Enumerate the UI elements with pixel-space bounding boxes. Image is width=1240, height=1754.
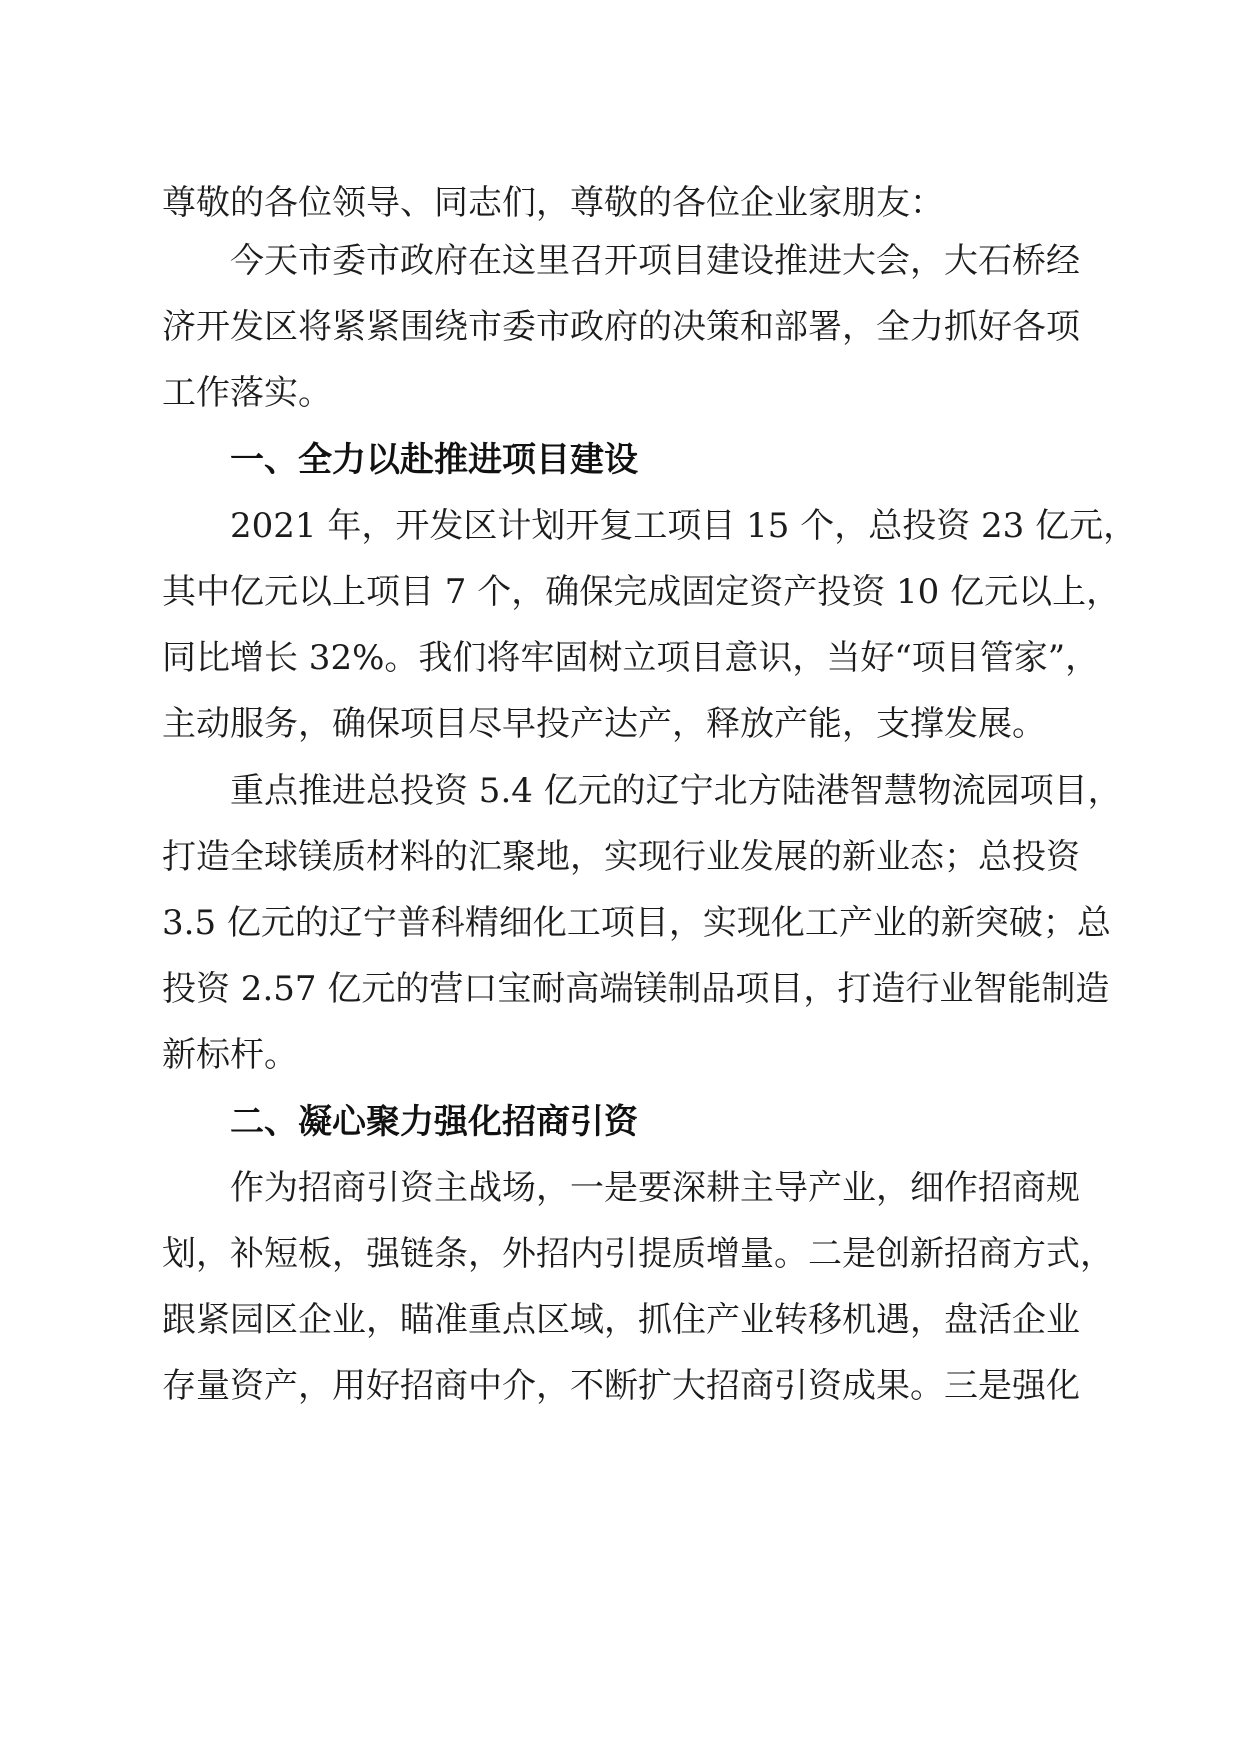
intro-line-3: 工作落实。: [162, 373, 332, 413]
section1-para2-line-1: 重点推进总投资 5.4 亿元的辽宁北方陆港智慧物流园项目，: [230, 771, 1122, 811]
intro-line-1: 今天市委市政府在这里召开项目建设推进大会，大石桥经: [230, 241, 1080, 281]
section1-para1-line-4: 主动服务，确保项目尽早投产达产，释放产能，支撑发展。: [162, 704, 1046, 744]
section2-para1-line-2: 划，补短板，强链条，外招内引提质增量。二是创新招商方式，: [162, 1234, 1114, 1274]
section1-para1-line-2: 其中亿元以上项目 7 个，确保完成固定资产投资 10 亿元以上，: [162, 572, 1121, 612]
section1-para2-line-5: 新标杆。: [162, 1035, 298, 1075]
section1-para2-line-3: 3.5 亿元的辽宁普科精细化工项目，实现化工产业的新突破；总: [162, 903, 1111, 943]
section1-heading: 一、全力以赴推进项目建设: [230, 440, 638, 480]
intro-line-2: 济开发区将紧紧围绕市委市政府的决策和部署，全力抓好各项: [162, 307, 1080, 347]
section2-heading: 二、凝心聚力强化招商引资: [230, 1102, 638, 1142]
section1-para1-line-3: 同比增长 32%。我们将牢固树立项目意识，当好“项目管家”，: [162, 638, 1100, 678]
section2-para1-line-4: 存量资产，用好招商中介，不断扩大招商引资成果。三是强化: [162, 1366, 1080, 1406]
section2-para1-line-1: 作为招商引资主战场，一是要深耕主导产业，细作招商规: [230, 1168, 1080, 1208]
section1-para2-line-4: 投资 2.57 亿元的营口宝耐高端镁制品项目，打造行业智能制造: [162, 969, 1110, 1009]
section2-para1-line-3: 跟紧园区企业，瞄准重点区域，抓住产业转移机遇，盘活企业: [162, 1300, 1080, 1340]
section1-para2-line-2: 打造全球镁质材料的汇聚地，实现行业发展的新业态；总投资: [162, 837, 1080, 877]
section1-para1-line-1: 2021 年，开发区计划开复工项目 15 个，总投资 23 亿元，: [230, 506, 1138, 546]
greeting-line: 尊敬的各位领导、同志们，尊敬的各位企业家朋友：: [162, 183, 944, 223]
